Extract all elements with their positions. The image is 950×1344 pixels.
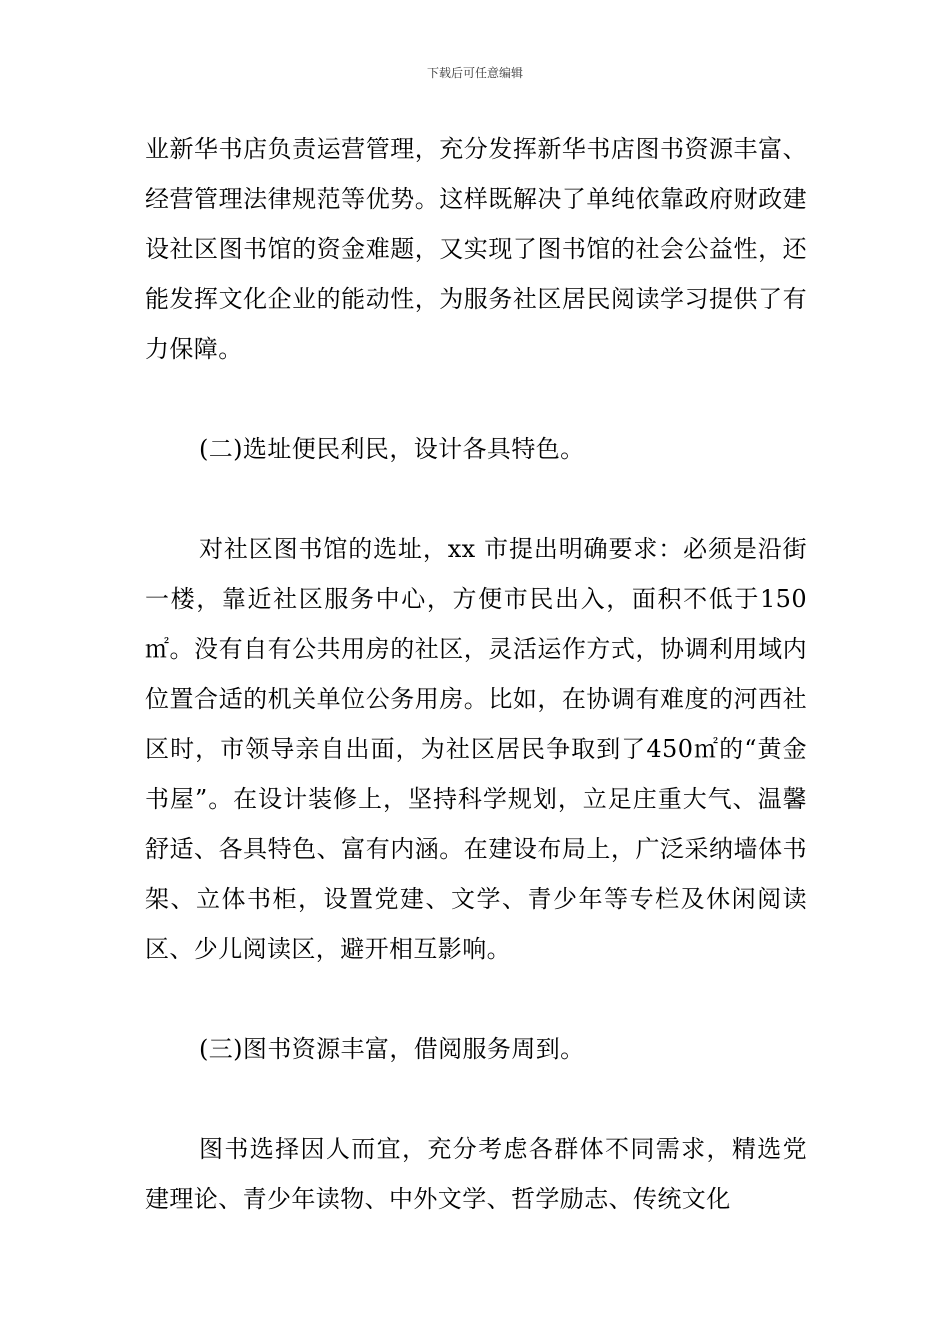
paragraph-gap [145,1074,807,1124]
section-heading-2: (二)选址便民利民，设计各具特色。 [199,435,585,463]
page-header: 下载后可任意编辑 [426,66,523,80]
paragraph-gap [145,974,807,1024]
paragraph-book-selection: 图书选择因人而宜，充分考虑各群体不同需求，精选党建理论、青少年读物、中外文学、哲学励志、传统文化 [145,1135,807,1213]
section-heading-3: (三)图书资源丰富，借阅服务周到。 [199,1035,585,1063]
paragraph-site-selection: 对社区图书馆的选址，xx 市提出明确要求：必须是沿街一楼，靠近社区服务中心，方便市民出入，面积不低于150㎡。没有自有公共用房的社区，灵活运作方式，协调利用域内位置合适的机关单位公务用房。比如，在协调有难度的河西社区时，市领导亲自出面，为社区居民争取到了450㎡的“黄金书屋”。在设计装修上，坚持科学规划，立足庄重大气、温馨舒适、各具特色、富有内涵。在建设布局上，广泛采纳墙体书架、立体书柜，设置党建、文学、青少年等专栏及休闲阅读区、少儿阅读区，避开相互影响。 [145,535,807,963]
document-body [145,124,807,1224]
paragraph-gap [145,374,807,424]
paragraph-gap [145,474,807,524]
paragraph-continuation: 业新华书店负责运营管理，充分发挥新华书店图书资源丰富、经营管理法律规范等优势。这样既解决了单纯依靠政府财政建设社区图书馆的资金难题，又实现了图书馆的社会公益性，还能发挥文化企业的能动性，为服务社区居民阅读学习提供了有力保障。 [145,135,807,363]
